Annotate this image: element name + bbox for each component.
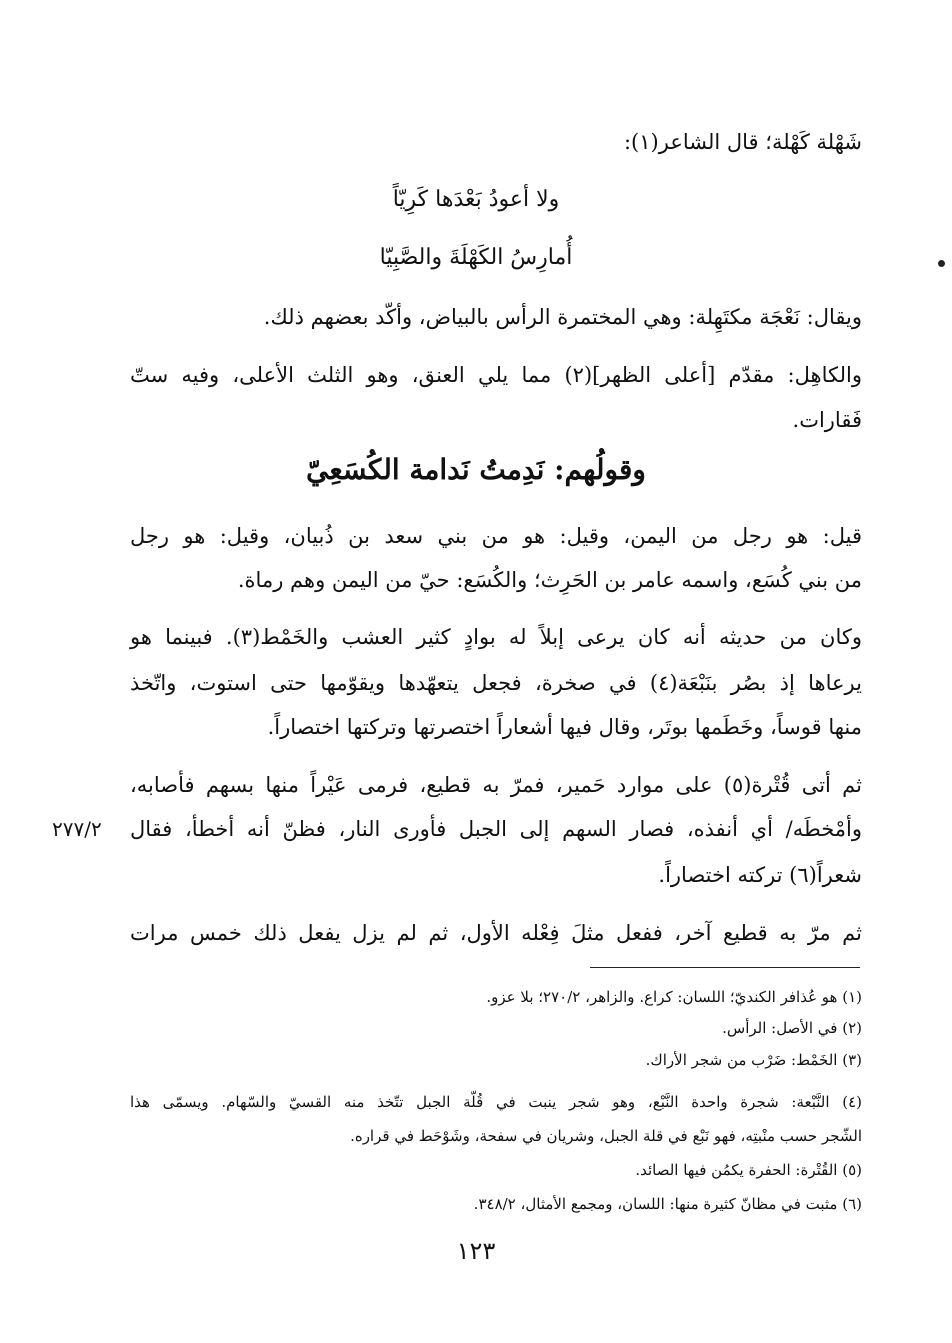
footnote: (٥) القُتْرة: الحفرة يكمُن فيها الصائد. — [635, 1161, 862, 1179]
body-line: من بني كُسَع، واسمه عامر بن الحَرِث؛ والكُسَع: حيّ من اليمن وهم رماة. — [237, 568, 862, 592]
body-line: ويقال: نَعْجَة مكتَهِلة: وهي المختمرة الرأس بالبياض، وأكّد بعضهم ذلك. — [263, 305, 862, 329]
section-heading: وقولُهم: نَدِمتُ نَدامة الكُسَعِيّ — [306, 453, 646, 486]
body-line: وكان من حديثه أنه كان يرعى إبلاً له بوادٍ كثير العشب والخَمْط(٣). فبينما هو — [130, 625, 862, 649]
body-line: ثم أتى قُتْرة(٥) على موارد حَمير، فمرّ به قطيع، فرمى عَيْراً منها بسهم فأصابه، — [130, 773, 862, 797]
footnote: (١) هو عُذافر الكنديّ؛ اللسان: كراع. والزاهر، ٢٧٠/٢؛ بلا عزو. — [486, 988, 862, 1006]
footnote: (٢) في الأصل: الرأس. — [722, 1019, 862, 1037]
footnote: (٤) النَّبْعة: شجرة واحدة النَّبْع، وهو شجر ينبت في قُلّة الجبل تتّخذ منه القسيّ والسّهام. ويسمّى هذا — [130, 1093, 862, 1111]
footnote: (٦) مثبت في مظانّ كثيرة منها: اللسان، ومجمع الأمثال، ٣٤٨/٢. — [473, 1195, 862, 1213]
footnote: (٣) الخَمْط: ضَرْب من شجر الأراك. — [645, 1051, 862, 1069]
body-line: شَهْلة كَهْلة؛ قال الشاعر(١): — [623, 130, 862, 154]
body-line: فَقارات. — [792, 408, 862, 432]
body-line: يرعاها إذ بصُر بنَبْعَة(٤) في صخرة، فجعل يتعهّدها ويقوّمها حتى استوت، واتّخذ — [130, 671, 862, 695]
footnote-separator — [590, 967, 860, 968]
body-line: منها قوساً، وخَطَمها بوتَر، وقال فيها أشعاراً اختصرتها وتركتها اختصاراً. — [267, 715, 862, 739]
body-line: ثم مرّ به قطيع آخر، ففعل مثلَ فِعْله الأول، ثم لم يزل يفعل ذلك خمس مرات — [130, 921, 862, 945]
verse-line: أُمارِسُ الكَهْلَةَ والصَّبِيّا — [379, 245, 573, 270]
body-line: شعراً(٦) تركته اختصاراً. — [658, 863, 862, 887]
body-line: والكاهِل: مقدّم [أعلى الظهر](٢) مما يلي العنق، وهو الثلث الأعلى، وفيه ستّ — [130, 363, 862, 387]
page-number: ١٢٣ — [456, 1237, 496, 1265]
scan-mark — [938, 260, 945, 267]
body-line: قيل: هو رجل من اليمن، وقيل: هو من بني سعد بن ذُبيان، وقيل: هو رجل — [130, 524, 862, 548]
verse-line: ولا أعودُ بَعْدَها كَرِيّاً — [392, 187, 560, 212]
body-line: وأمْخطَه/ أي أنفذه، فصار السهم إلى الجبل فأورى النار، فظنّ أنه أخطأ، فقال — [130, 817, 862, 841]
margin-page-reference: ٢٧٧/٢ — [52, 817, 102, 841]
footnote: الشّجر حسب منْبتِه، فهو نَبْع في قلة الجبل، وشريان في سفحة، وشَوْحَط في قراره. — [350, 1127, 862, 1145]
